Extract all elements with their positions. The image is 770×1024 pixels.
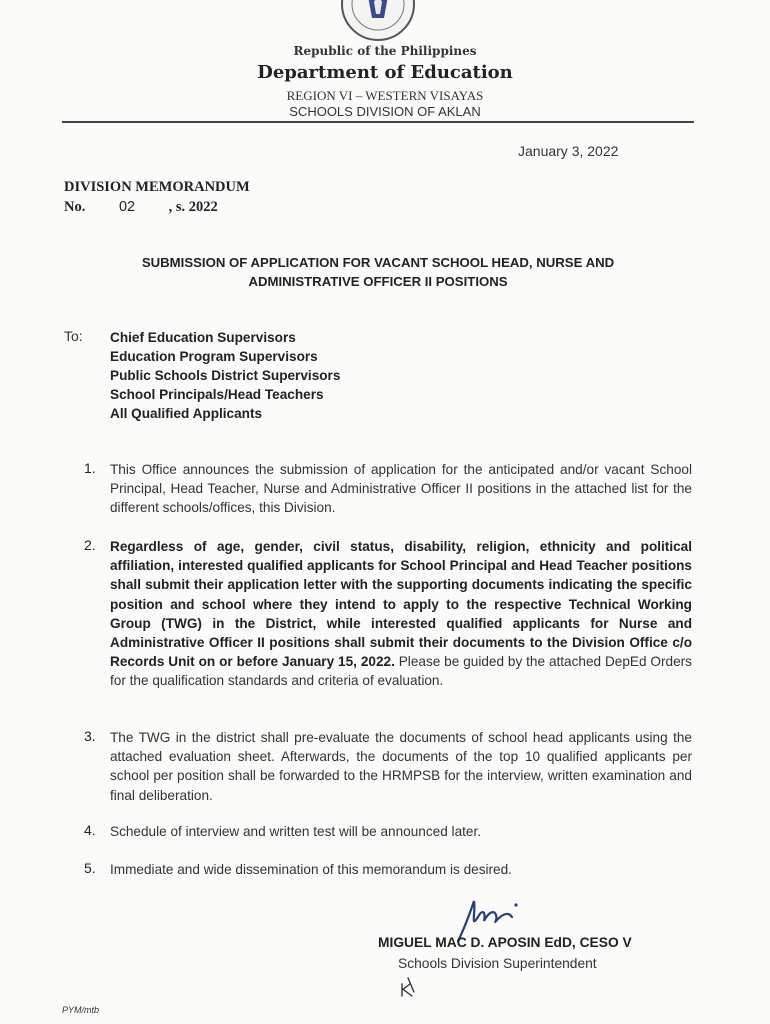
- signatory-position: Schools Division Superintendent: [398, 956, 597, 971]
- memo-subject: SUBMISSION OF APPLICATION FOR VACANT SCHOOL HEAD, NURSE AND ADMINISTRATIVE OFFICER II POSITIONS: [141, 255, 615, 289]
- memo-no-value: 02: [118, 199, 136, 215]
- paragraph-text: [110, 537, 692, 691]
- deped-seal: [338, 0, 418, 46]
- paragraph-text: Immediate and wide dissemination of this memorandum is desired.: [110, 862, 512, 877]
- memo-no-label: No.: [64, 199, 86, 215]
- recipient-item: School Principals/Head Teachers: [110, 387, 324, 402]
- paragraph-number: 4.: [84, 822, 96, 838]
- recipient-item: All Qualified Applicants: [110, 406, 263, 421]
- reference-initials: PYM/mtb: [62, 1005, 100, 1015]
- recipient-item: Chief Education Supervisors: [110, 330, 296, 345]
- paragraph-text: This Office announces the submission of application for the anticipated and/or vacant School Principal, Head Teacher, Nurse and Administrative Officer II positions in the attached list for the different schools/offices, this Division.: [110, 462, 692, 516]
- paragraph-bold-text: Regardless of age, gender, civil status, disability, religion, ethnicity and political affiliation, interested qualified applicants for School Principal and Head Teacher positions shall submit their application letter with the supporting documents indicating the specific position and school where they intend to apply to the respective Technical Working Group (TWG) in the District, while interested qualified applicants for Nurse and Administrative Officer II positions shall submit their documents to the Division Office c/o Records Unit on or before January 15, 2022.: [110, 539, 692, 670]
- memo-heading: [64, 177, 250, 217]
- memo-title: DIVISION MEMORANDUM: [64, 179, 250, 195]
- memo-number: [64, 197, 250, 217]
- recipient-list: [110, 328, 340, 423]
- signatory-name: MIGUEL MAC D. APOSIN EdD, CESO V: [378, 935, 632, 950]
- initial-mark: [398, 974, 422, 998]
- department-title: Department of Education: [257, 62, 513, 83]
- paragraph-5: [84, 860, 692, 879]
- paragraph-number: 5.: [84, 860, 96, 876]
- paragraph-text: The TWG in the district shall pre-evaluate the documents of school head applicants using the attached evaluation sheet. Afterwards, the documents of the top 10 qualified applicants per school per position shall be forwarded to the HRMPSB for the interview, written examination and final deliberation.: [110, 730, 692, 803]
- to-label: To:: [64, 328, 83, 344]
- recipient-item: Education Program Supervisors: [110, 349, 318, 364]
- paragraph-1: [84, 460, 692, 518]
- memo-date: January 3, 2022: [518, 143, 619, 159]
- paragraph-2: [84, 537, 692, 691]
- republic-title: Republic of the Philippines: [293, 44, 477, 58]
- division-label: SCHOOLS DIVISION OF AKLAN: [289, 104, 481, 119]
- paragraph-number: 3.: [84, 728, 96, 744]
- region-label: REGION VI – WESTERN VISAYAS: [286, 88, 484, 103]
- paragraph-4: [84, 822, 692, 841]
- paragraph-number: 2.: [84, 537, 96, 553]
- memo-series: , s. 2022: [168, 199, 218, 215]
- paragraph-number: 1.: [84, 460, 96, 476]
- recipient-item: Public Schools District Supervisors: [110, 368, 341, 383]
- paragraph-text: Schedule of interview and written test will be announced later.: [110, 824, 482, 839]
- paragraph-regular-text: Please be guided by the attached DepEd Orders for the qualification standards and criteria of evaluation.: [110, 654, 692, 689]
- paragraph-3: [84, 728, 692, 805]
- header-divider: [62, 121, 694, 123]
